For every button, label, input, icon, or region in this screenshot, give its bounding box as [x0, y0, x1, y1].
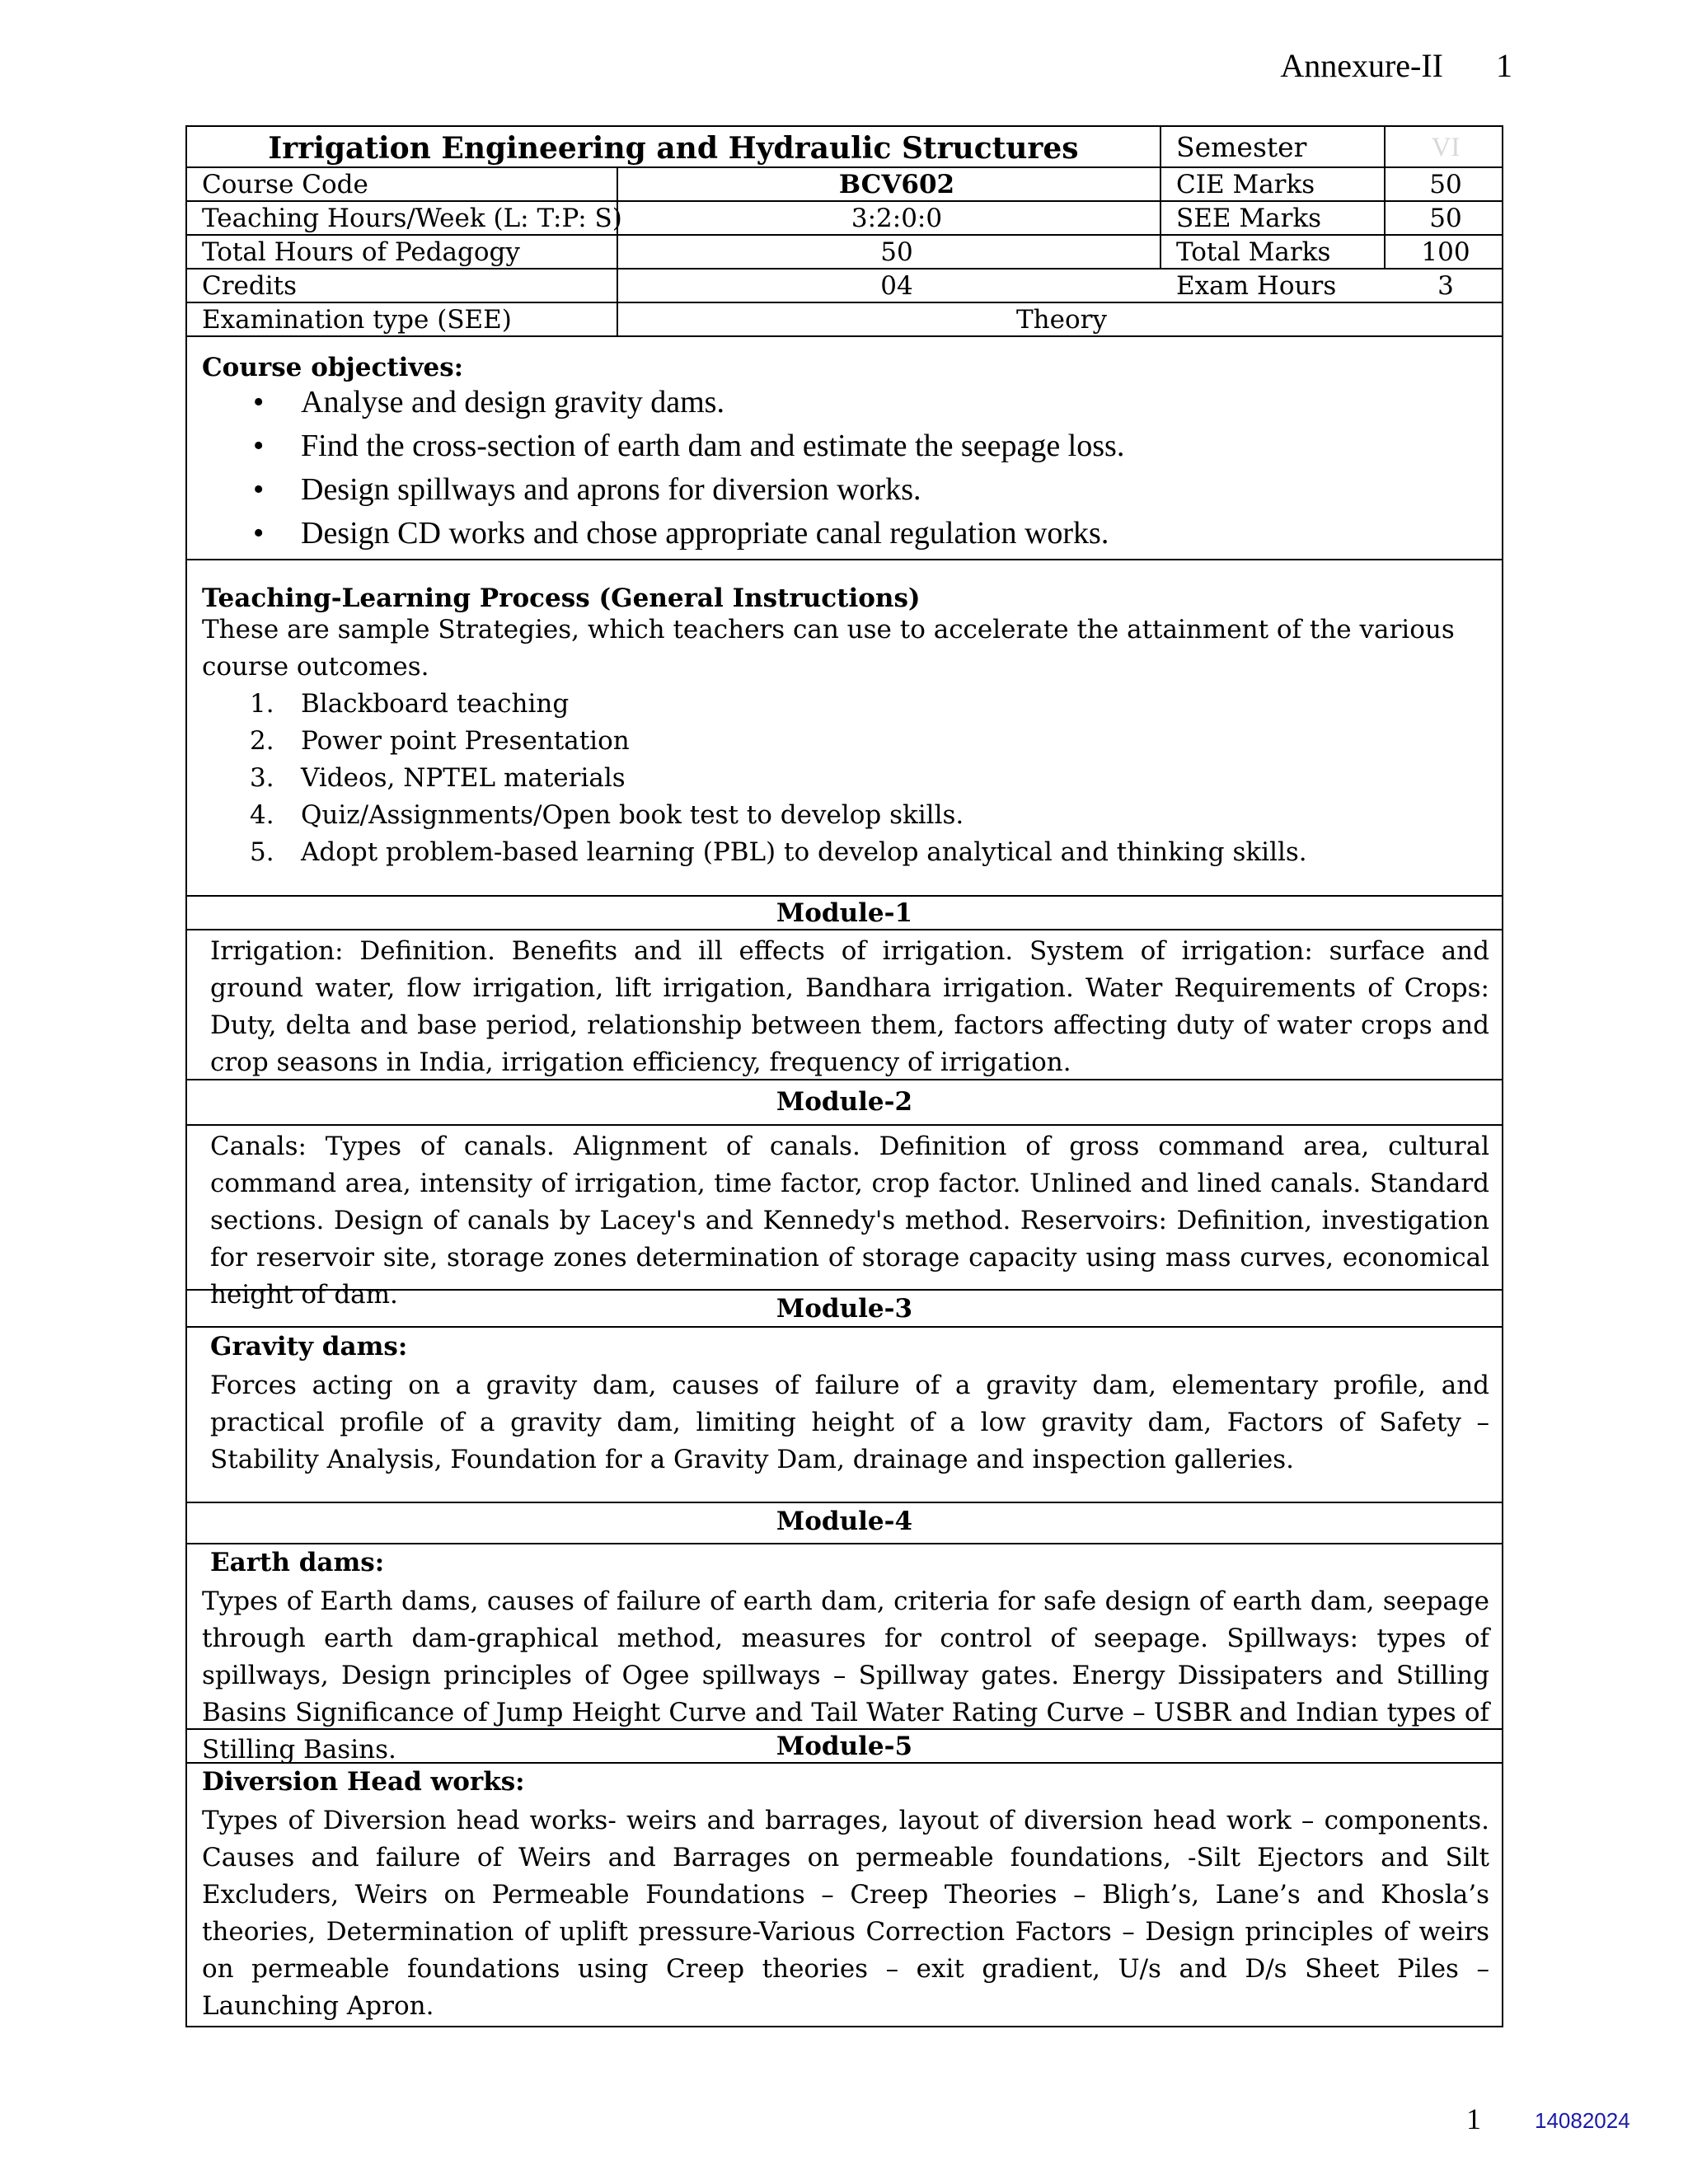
module-3-subtitle: Gravity dams: — [210, 1332, 408, 1361]
cie-marks-value: 50 — [1429, 170, 1462, 199]
footer-document-code: 14082024 — [1535, 2108, 1630, 2133]
objectives-heading: Course objectives: — [202, 353, 464, 382]
module-1-body: Irrigation: Definition. Benefits and ill effects of irrigation. System of irrigation: surface and ground water, flow irrigation, lift irrigation, Bandhara irrigation. Water Requirements of Crops: Duty, delta and base period, relationship between them, factors affecting duty of water crops and crop seasons in India, irrigation efficiency, frequency of irrigation. — [210, 936, 1489, 1077]
credits-label: Credits — [202, 271, 298, 301]
annexure-label: Annexure-II — [1280, 47, 1443, 84]
pedagogy-hours-label: Total Hours of Pedagogy — [202, 237, 520, 267]
module-4-subtitle: Earth dams: — [210, 1548, 385, 1577]
tlp-item: 4. Quiz/Assignments/Open book test to develop skills. — [250, 800, 964, 830]
tlp-heading: Teaching-Learning Process (General Instructions) — [202, 583, 921, 613]
footer-page-number: 1 — [1466, 2102, 1481, 2135]
objectives-list — [187, 381, 1423, 555]
tlp-intro: These are sample Strategies, which teachers can use to accelerate the attainment of the various course outcomes. — [202, 615, 1455, 682]
tlp-list — [187, 686, 1498, 871]
see-marks-label: SEE Marks — [1176, 204, 1322, 233]
total-marks-label: Total Marks — [1176, 237, 1331, 267]
course-code-label: Course Code — [202, 170, 368, 199]
module-3-body: Forces acting on a gravity dam, causes of failure of a gravity dam, elementary profile, and practical profile of a gravity dam, limiting height of a low gravity dam, Factors of Safety – Stability Analysis, Foundation for a Gravity Dam, drainage and inspection galleries. — [210, 1371, 1489, 1474]
exam-type-label: Examination type (SEE) — [202, 305, 512, 335]
objective-item: • Analyse and design gravity dams. — [187, 381, 1423, 424]
exam-type-value: Theory — [1016, 305, 1107, 335]
cie-marks-label: CIE Marks — [1176, 170, 1315, 199]
objective-item: • Design spillways and aprons for diversion works. — [187, 468, 1423, 512]
exam-hours-label: Exam Hours — [1176, 271, 1337, 301]
course-code-value: BCV602 — [838, 170, 955, 199]
module-4-body: Types of Earth dams, causes of failure of earth dam, criteria for safe design of earth dam, seepage through earth dam-graphical method, measures for control of seepage. Spillways: types of spillways, Design principles of Ogee spillways – Spillway gates. Energy Dissipaters and Stilling Basins Significance of Jump Height Curve and Tail Water Rating Curve – USBR and Indian types of Stilling Basins. — [202, 1586, 1489, 1765]
objective-item: • Find the cross-section of earth dam and estimate the seepage loss. — [187, 424, 1423, 468]
tlp-item: 2. Power point Presentation — [250, 726, 630, 756]
objective-item: • Design CD works and chose appropriate canal regulation works. — [187, 512, 1423, 555]
header-page-number: 1 — [1496, 47, 1512, 84]
pedagogy-hours-value: 50 — [880, 237, 913, 267]
module-2-title: Module-2 — [776, 1087, 913, 1117]
semester-value: VI — [1431, 133, 1461, 162]
module-2-body: Canals: Types of canals. Alignment of canals. Definition of gross command area, cultural command area, intensity of irrigation, time factor, crop factor. Unlined and lined canals. Standard sections. Design of canals by Lacey's and Kennedy's method. Reservoirs: Definition, investigation for reservoir site, storage zones determination of storage capacity using mass curves, economical height of dam. — [210, 1132, 1489, 1310]
tlp-item: 5. Adopt problem-based learning (PBL) to develop analytical and thinking skills. — [250, 837, 1307, 867]
teaching-hours-label: Teaching Hours/Week (L: T:P: S) — [202, 204, 622, 233]
module-3-title: Module-3 — [776, 1294, 913, 1324]
credits-value: 04 — [880, 271, 913, 301]
syllabus-sheet — [185, 125, 1503, 2027]
page-header — [1280, 46, 1512, 85]
semester-label: Semester — [1176, 131, 1307, 163]
exam-hours-value: 3 — [1437, 271, 1454, 301]
tlp-item: 1. Blackboard teaching — [250, 689, 570, 719]
tlp-item: 3. Videos, NPTEL materials — [250, 763, 626, 793]
module-5-body: Types of Diversion head works- weirs and barrages, layout of diversion head work – components. Causes and failure of Weirs and Barrages on permeable foundations, -Silt Ejectors and Silt Excluders, Weirs on Permeable Foundations – Creep Theories – Bligh’s, Lane’s and Khosla’s theories, Determination of uplift pressure-Various Correction Factors – Design principles of weirs on permeable foundations using Creep theories – exit gradient, U/s and D/s Sheet Piles – Launching Apron. — [202, 1806, 1489, 2021]
see-marks-value: 50 — [1429, 204, 1462, 233]
course-title: Irrigation Engineering and Hydraulic Structures — [268, 131, 1079, 166]
module-5-subtitle: Diversion Head works: — [202, 1767, 525, 1797]
module-1-title: Module-1 — [776, 898, 913, 928]
module-5-title: Module-5 — [776, 1732, 913, 1761]
total-marks-value: 100 — [1421, 237, 1470, 267]
teaching-hours-value: 3:2:0:0 — [851, 204, 943, 233]
module-4-title: Module-4 — [776, 1507, 913, 1536]
